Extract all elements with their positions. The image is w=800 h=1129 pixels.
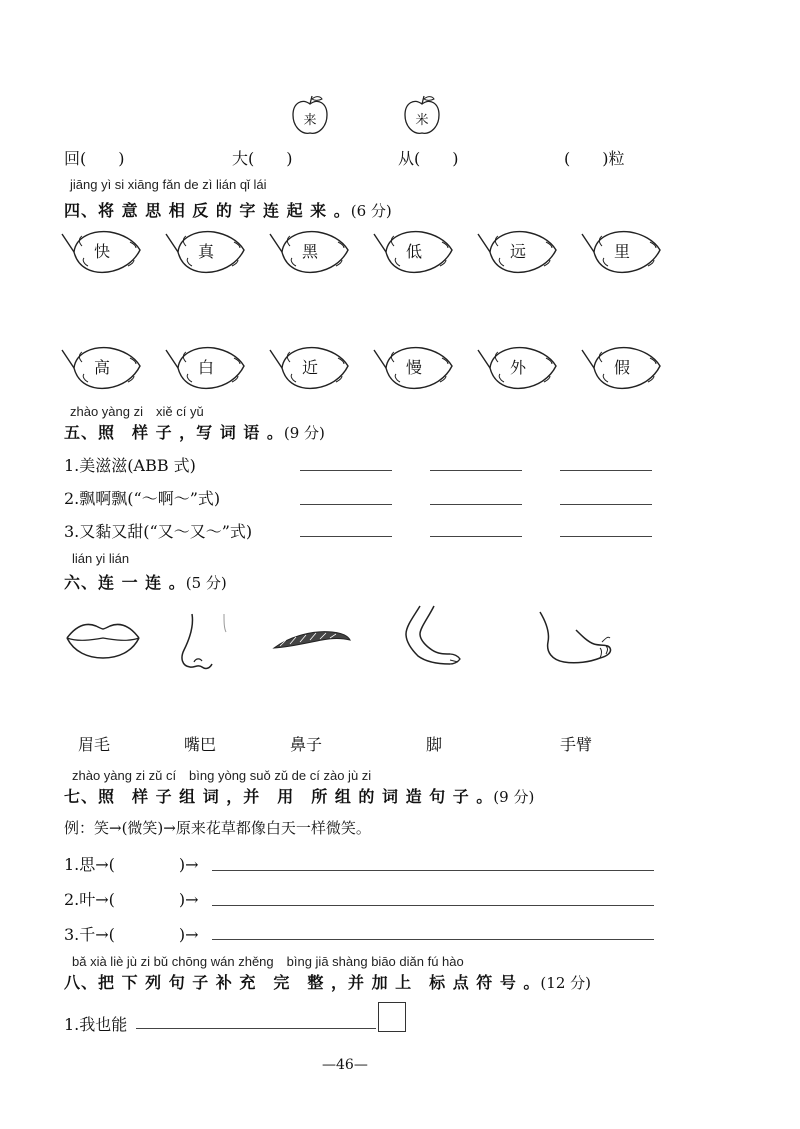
body-label-3[interactable]: 鼻子 bbox=[290, 735, 323, 754]
lips-icon[interactable] bbox=[64, 618, 142, 662]
answer-line[interactable] bbox=[430, 470, 522, 471]
section5-title bbox=[64, 420, 325, 443]
apple-char: 来 bbox=[303, 113, 317, 128]
page-number: —46— bbox=[322, 1057, 368, 1073]
fill-item-3[interactable]: 从( ) bbox=[398, 149, 459, 168]
answer-line[interactable] bbox=[560, 470, 652, 471]
section7-item-3: 3.千→( )→ bbox=[64, 925, 199, 944]
sentence-line[interactable] bbox=[136, 1028, 376, 1029]
nose-icon[interactable] bbox=[174, 612, 230, 674]
bottom-leaf-2[interactable] bbox=[164, 342, 248, 392]
apple-card-1 bbox=[290, 95, 330, 137]
answer-line[interactable] bbox=[560, 536, 652, 537]
section8-title-text: 八、把 下 列 句 子 补 充 完 整 ，并 加 上 标 点 符 号 。 bbox=[64, 973, 541, 992]
top-leaf-2[interactable] bbox=[164, 226, 248, 276]
foot-icon[interactable] bbox=[536, 608, 616, 670]
sentence-line[interactable] bbox=[212, 939, 654, 940]
bottom-leaf-4[interactable] bbox=[372, 342, 456, 392]
leaf-char: 近 bbox=[301, 358, 318, 377]
apple-card-2 bbox=[402, 95, 442, 137]
apple-char: 米 bbox=[415, 113, 429, 128]
fill-item-2[interactable]: 大( ) bbox=[232, 149, 293, 168]
section5-item-3: 3.又黏又甜(“又～又～”式) bbox=[64, 522, 253, 541]
section5-score: (9 分) bbox=[283, 424, 325, 442]
leaf-char: 高 bbox=[93, 358, 110, 377]
section5-title-text: 五、照 样 子 ，写 词 语 。 bbox=[64, 423, 284, 442]
leaf-char: 假 bbox=[613, 358, 630, 377]
section4-title-text: 四、将 意 思 相 反 的 字 连 起 来 。 bbox=[64, 201, 351, 220]
answer-line[interactable] bbox=[300, 470, 392, 471]
body-label-4[interactable]: 脚 bbox=[426, 735, 443, 754]
section7-example: 例：笑→(微笑)→原来花草都像白天一样微笑。 bbox=[64, 819, 371, 837]
section4-pinyin: jiāng yì si xiāng fǎn de zì lián qǐ lái bbox=[70, 177, 267, 192]
section7-title-text: 七、照 样 子 组 词 ，并 用 所 组 的 词 造 句 子 。 bbox=[64, 787, 494, 806]
answer-line[interactable] bbox=[300, 536, 392, 537]
section7-title bbox=[64, 784, 534, 807]
body-label-2[interactable]: 嘴巴 bbox=[184, 735, 217, 754]
section6-title bbox=[64, 570, 227, 593]
section8-pinyin: bǎ xià liè jù zi bǔ chōng wán zhěng bìng jiā shàng biāo diǎn fú hào bbox=[72, 954, 464, 969]
leaf-char: 白 bbox=[197, 358, 214, 377]
section7-item-1: 1.思→( )→ bbox=[64, 855, 199, 874]
top-leaf-6[interactable] bbox=[580, 226, 664, 276]
punctuation-box[interactable] bbox=[378, 1002, 406, 1032]
sentence-line[interactable] bbox=[212, 870, 654, 871]
answer-line[interactable] bbox=[430, 536, 522, 537]
section5-item-2: 2.飘啊飘(“～啊～”式) bbox=[64, 489, 221, 508]
top-leaf-3[interactable] bbox=[268, 226, 352, 276]
answer-line[interactable] bbox=[300, 504, 392, 505]
leaf-char: 里 bbox=[613, 242, 630, 261]
section5-pinyin: zhào yàng zi xiě cí yǔ bbox=[70, 404, 204, 419]
section4-title bbox=[64, 198, 392, 221]
body-label-1[interactable]: 眉毛 bbox=[78, 735, 111, 754]
section8-title bbox=[64, 970, 591, 993]
sentence-line[interactable] bbox=[212, 905, 654, 906]
section5-item-1: 1.美滋滋(ABB 式) bbox=[64, 456, 196, 475]
section7-score: (9 分) bbox=[493, 788, 535, 806]
answer-line[interactable] bbox=[430, 504, 522, 505]
bottom-leaf-5[interactable] bbox=[476, 342, 560, 392]
section8-item-1: 1.我也能 bbox=[64, 1015, 128, 1034]
section7-item-2: 2.叶→( )→ bbox=[64, 890, 199, 909]
fill-item-1[interactable]: 回( ) bbox=[64, 149, 125, 168]
top-leaf-5[interactable] bbox=[476, 226, 560, 276]
arm-icon[interactable] bbox=[398, 604, 462, 672]
top-leaf-4[interactable] bbox=[372, 226, 456, 276]
leaf-char: 远 bbox=[509, 242, 526, 261]
leaf-char: 真 bbox=[197, 242, 214, 261]
section7-pinyin: zhào yàng zi zǔ cí bìng yòng suǒ zǔ de cí zào jù zi bbox=[72, 768, 372, 783]
body-label-5[interactable]: 手臂 bbox=[560, 735, 593, 754]
leaf-char: 快 bbox=[93, 242, 110, 261]
leaf-char: 外 bbox=[509, 358, 526, 377]
top-leaf-1[interactable] bbox=[60, 226, 144, 276]
leaf-char: 低 bbox=[405, 242, 422, 261]
fill-item-4[interactable]: ( )粒 bbox=[564, 149, 625, 168]
leaf-char: 黑 bbox=[301, 242, 318, 261]
leaf-char: 慢 bbox=[405, 358, 422, 377]
bottom-leaf-1[interactable] bbox=[60, 342, 144, 392]
bottom-leaf-3[interactable] bbox=[268, 342, 352, 392]
section6-title-text: 六、连 一 连 。 bbox=[64, 573, 186, 592]
section6-score: (5 分) bbox=[185, 574, 227, 592]
section6-pinyin: lián yi lián bbox=[72, 551, 130, 566]
bottom-leaf-6[interactable] bbox=[580, 342, 664, 392]
answer-line[interactable] bbox=[560, 504, 652, 505]
section4-score: (6 分) bbox=[350, 202, 392, 220]
section8-score: (12 分) bbox=[540, 974, 591, 992]
eyebrow-icon[interactable] bbox=[272, 626, 352, 654]
